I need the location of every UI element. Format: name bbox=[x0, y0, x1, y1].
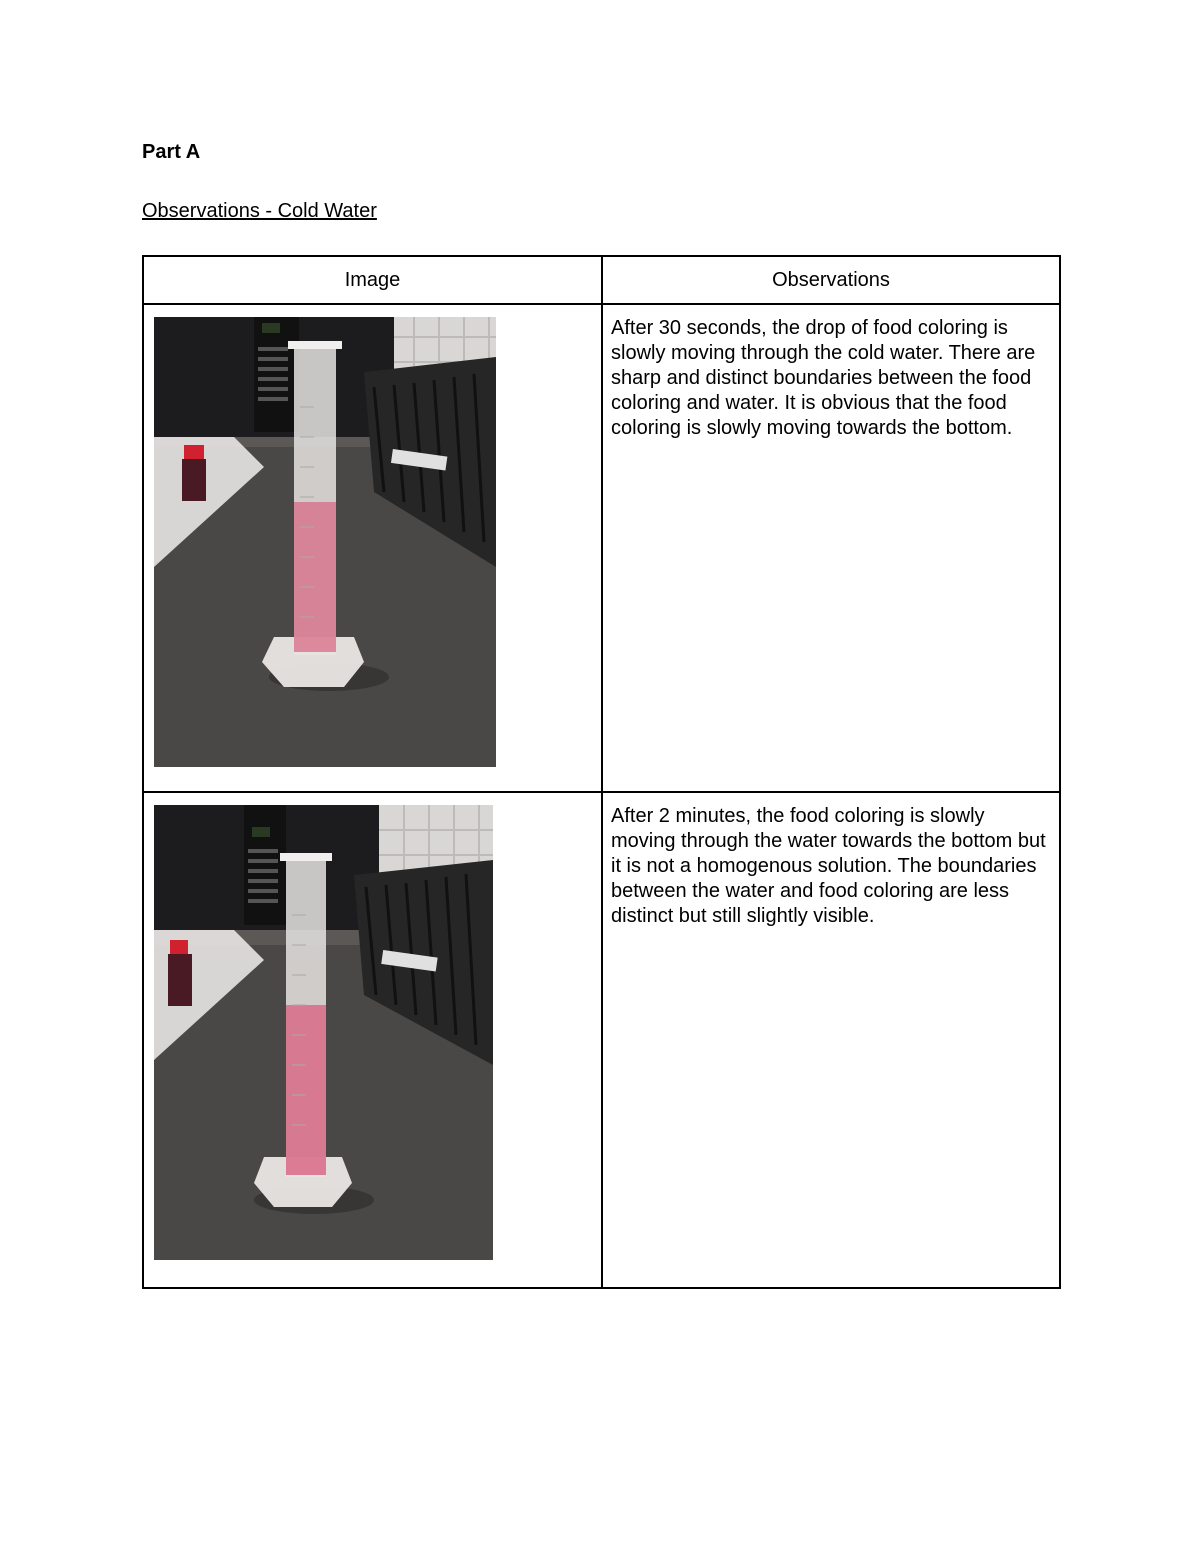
header-observations: Observations bbox=[602, 256, 1060, 304]
table-row bbox=[143, 792, 1060, 1288]
section-heading: Observations - Cold Water bbox=[142, 200, 377, 222]
observation-text: After 30 seconds, the drop of food coloring is slowly moving through the cold water. There are sharp and distinct boundaries between the food coloring and water. It is obvious that the food coloring is slowly moving towards the bottom. bbox=[602, 304, 1060, 792]
table-header-row bbox=[143, 256, 1060, 304]
header-image: Image bbox=[143, 256, 602, 304]
graduated-cylinder-photo bbox=[154, 805, 601, 1260]
observations-table bbox=[142, 255, 1061, 1289]
table-row bbox=[143, 304, 1060, 792]
observation-text: After 2 minutes, the food coloring is slowly moving through the water towards the bottom but it is not a homogenous solution. The boundaries between the water and food coloring are less distinct but still slightly visible. bbox=[602, 792, 1060, 1288]
photo-cell bbox=[143, 304, 602, 792]
photo-cell bbox=[143, 792, 602, 1288]
graduated-cylinder-photo bbox=[154, 317, 601, 767]
page-title: Part A bbox=[142, 141, 201, 163]
